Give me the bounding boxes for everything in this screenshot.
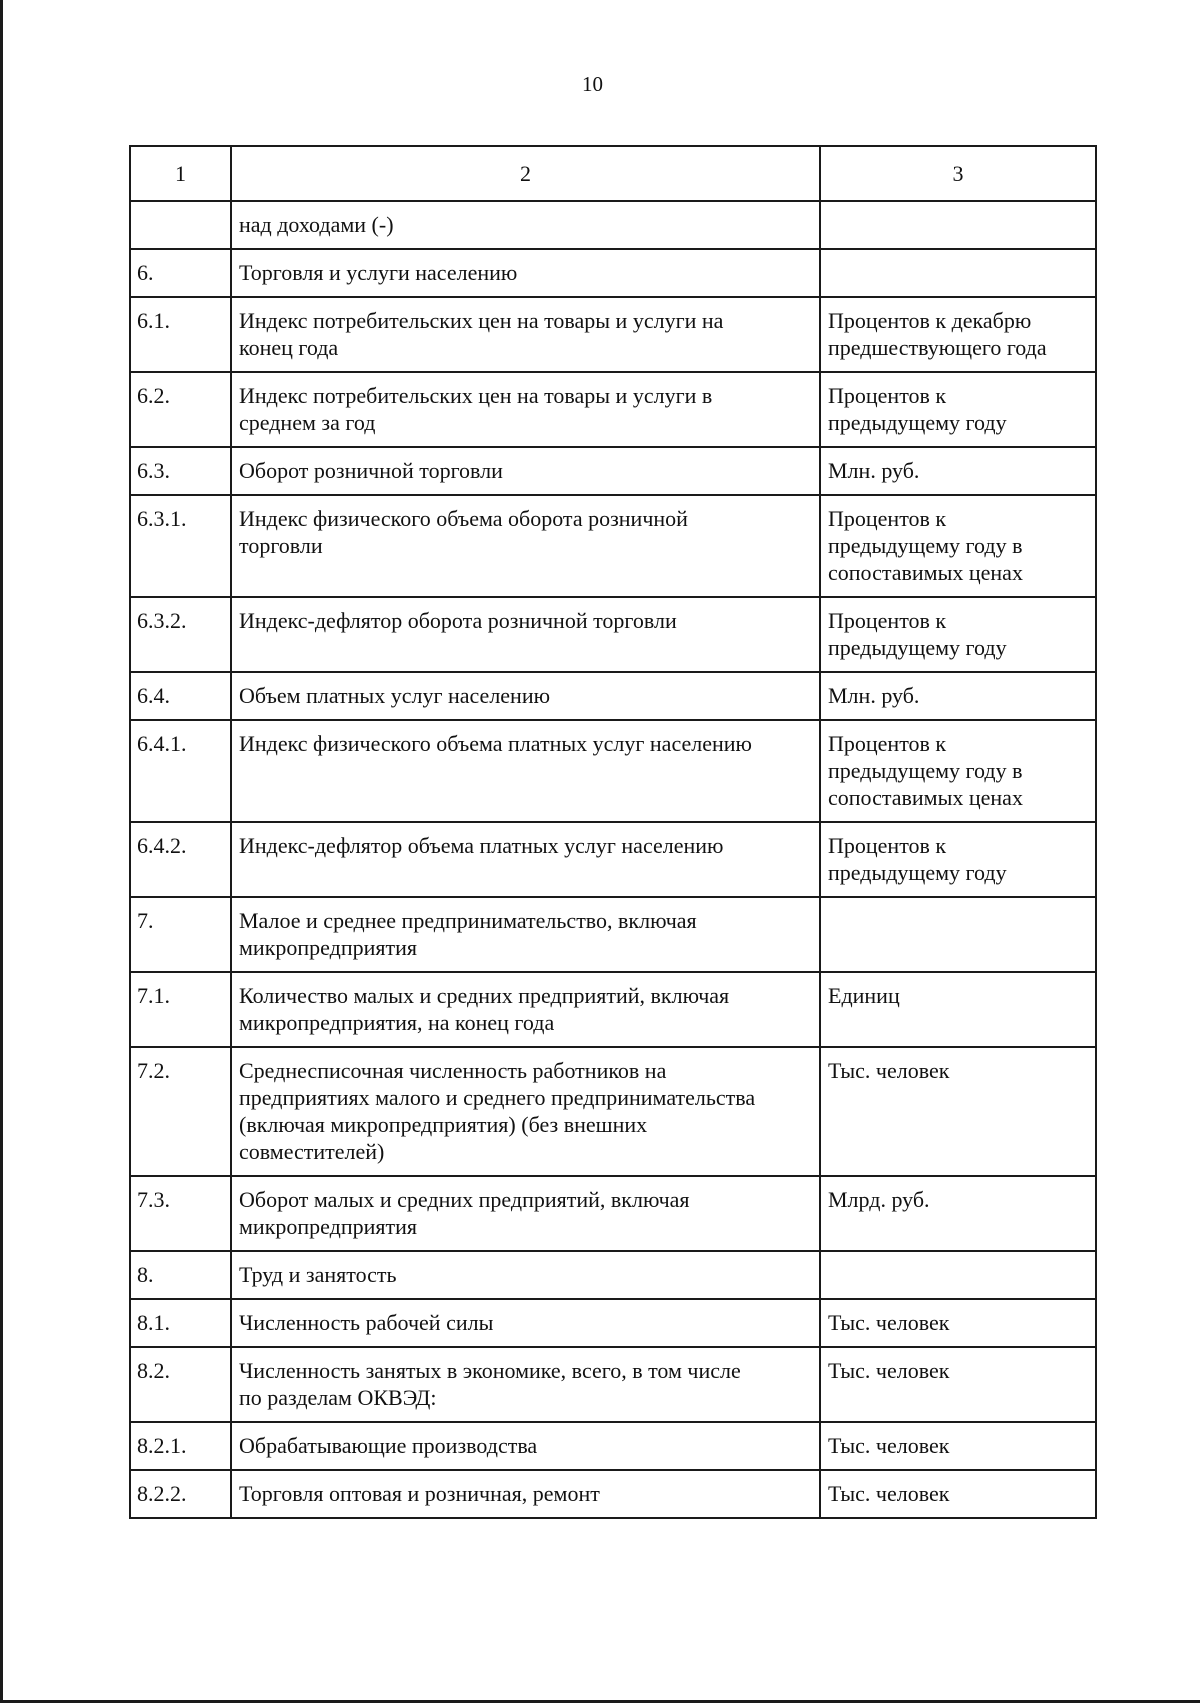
table-header-row [130, 146, 1096, 201]
table-row [130, 249, 1096, 297]
indicators-table [129, 145, 1097, 1519]
row-indicator-cell: Торговля и услуги населению [231, 249, 820, 297]
row-unit-cell: Процентов к предыдущему году [820, 597, 1096, 672]
row-number-cell: 6.4.1. [130, 720, 231, 822]
table-row [130, 720, 1096, 822]
row-number-cell: 8.2.2. [130, 1470, 231, 1518]
page-number: 10 [582, 72, 603, 96]
row-number-cell: 7.2. [130, 1047, 231, 1176]
row-unit-cell [820, 201, 1096, 249]
table-row [130, 495, 1096, 597]
row-indicator-cell: Численность рабочей силы [231, 1299, 820, 1347]
row-unit-cell: Млрд. руб. [820, 1176, 1096, 1251]
row-unit-cell [820, 249, 1096, 297]
row-unit-cell: Процентов к декабрю предшествующего года [820, 297, 1096, 372]
table-row [130, 672, 1096, 720]
table-row [130, 297, 1096, 372]
row-number-cell: 8.1. [130, 1299, 231, 1347]
table-row [130, 1047, 1096, 1176]
row-number-cell: 6.3.2. [130, 597, 231, 672]
row-indicator-cell: Малое и среднее предпринимательство, включая микропредприятия [231, 897, 820, 972]
row-indicator-cell: Оборот розничной торговли [231, 447, 820, 495]
table-row [130, 1422, 1096, 1470]
row-indicator-cell: Труд и занятость [231, 1251, 820, 1299]
row-number-cell: 7.1. [130, 972, 231, 1047]
row-unit-cell: Единиц [820, 972, 1096, 1047]
table-row [130, 201, 1096, 249]
row-number-cell: 6. [130, 249, 231, 297]
row-unit-cell: Процентов к предыдущему году [820, 372, 1096, 447]
row-number-cell: 8.2.1. [130, 1422, 231, 1470]
header-cell-2: 2 [231, 146, 820, 201]
table-row [130, 1347, 1096, 1422]
table-row [130, 597, 1096, 672]
table-row [130, 447, 1096, 495]
table-row [130, 972, 1096, 1047]
row-indicator-cell: Количество малых и средних предприятий, включая микропредприятия, на конец года [231, 972, 820, 1047]
row-number-cell: 6.3.1. [130, 495, 231, 597]
row-number-cell: 6.3. [130, 447, 231, 495]
row-number-cell: 7. [130, 897, 231, 972]
row-indicator-cell: Индекс потребительских цен на товары и услуги на конец года [231, 297, 820, 372]
table-row [130, 897, 1096, 972]
row-unit-cell: Тыс. человек [820, 1470, 1096, 1518]
header-cell-1: 1 [130, 146, 231, 201]
row-indicator-cell: Объем платных услуг населению [231, 672, 820, 720]
row-number-cell: 6.4. [130, 672, 231, 720]
header-cell-3: 3 [820, 146, 1096, 201]
row-unit-cell: Тыс. человек [820, 1047, 1096, 1176]
row-unit-cell: Процентов к предыдущему году в сопоставимых ценах [820, 495, 1096, 597]
row-indicator-cell: Торговля оптовая и розничная, ремонт [231, 1470, 820, 1518]
row-indicator-cell: Среднесписочная численность работников на предприятиях малого и среднего предпринимательства (включая микропредприятия) (без внешних совместителей) [231, 1047, 820, 1176]
row-number-cell: 6.2. [130, 372, 231, 447]
row-unit-cell: Тыс. человек [820, 1422, 1096, 1470]
row-indicator-cell: Индекс-дефлятор оборота розничной торговли [231, 597, 820, 672]
row-indicator-cell: Оборот малых и средних предприятий, включая микропредприятия [231, 1176, 820, 1251]
row-indicator-cell: Индекс-дефлятор объема платных услуг населению [231, 822, 820, 897]
row-unit-cell [820, 1251, 1096, 1299]
row-number-cell: 7.3. [130, 1176, 231, 1251]
row-indicator-cell: Численность занятых в экономике, всего, в том числе по разделам ОКВЭД: [231, 1347, 820, 1422]
row-number-cell [130, 201, 231, 249]
row-number-cell: 6.1. [130, 297, 231, 372]
row-number-cell: 8. [130, 1251, 231, 1299]
row-indicator-cell: Индекс физического объема оборота розничной торговли [231, 495, 820, 597]
row-indicator-cell: над доходами (-) [231, 201, 820, 249]
row-indicator-cell: Индекс физического объема платных услуг населению [231, 720, 820, 822]
row-unit-cell: Млн. руб. [820, 672, 1096, 720]
row-unit-cell [820, 897, 1096, 972]
row-number-cell: 6.4.2. [130, 822, 231, 897]
row-unit-cell: Процентов к предыдущему году [820, 822, 1096, 897]
scan-left-border [0, 0, 3, 1703]
table-row [130, 1470, 1096, 1518]
table-row [130, 1251, 1096, 1299]
row-unit-cell: Тыс. человек [820, 1347, 1096, 1422]
row-unit-cell: Тыс. человек [820, 1299, 1096, 1347]
row-number-cell: 8.2. [130, 1347, 231, 1422]
row-unit-cell: Процентов к предыдущему году в сопоставимых ценах [820, 720, 1096, 822]
table-row [130, 372, 1096, 447]
table-row [130, 1299, 1096, 1347]
row-indicator-cell: Индекс потребительских цен на товары и услуги в среднем за год [231, 372, 820, 447]
table-row [130, 1176, 1096, 1251]
table-body [130, 146, 1096, 1518]
row-indicator-cell: Обрабатывающие производства [231, 1422, 820, 1470]
table-row [130, 822, 1096, 897]
row-unit-cell: Млн. руб. [820, 447, 1096, 495]
